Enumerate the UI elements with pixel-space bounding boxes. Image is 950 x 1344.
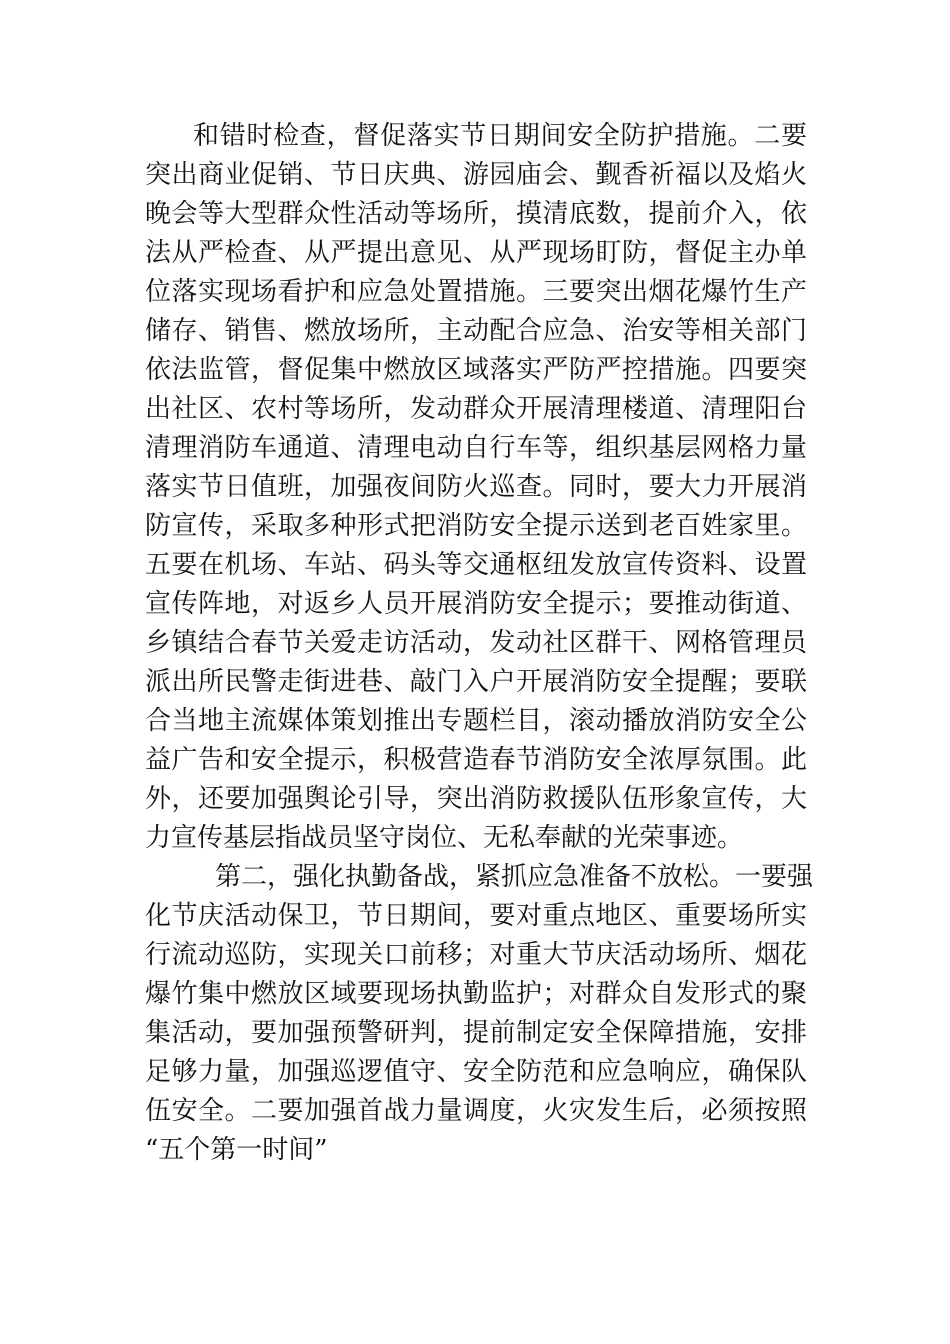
text-line: 乡镇结合春节关爱走访活动，发动社区群干、网格管理员 [145,628,807,658]
text-line: 清理消防车通道、清理电动自行车等，组织基层网格力量 [145,433,807,463]
text-line: 和错时检查，督促落实节日期间安全防护措施。二要 [193,121,807,151]
text-line: 化节庆活动保卫，节日期间，要对重点地区、重要场所实 [145,901,807,931]
text-line: 第二，强化执勤备战，紧抓应急准备不放松。一要强 [215,862,814,892]
text-line: 法从严检查、从严提出意见、从严现场盯防，督促主办单 [145,238,807,268]
text-line: 集活动，要加强预警研判，提前制定安全保障措施，安排 [145,1018,807,1048]
text-line: “五个第一时间” [145,1135,328,1165]
text-line: 外，还要加强舆论引导，突出消防救援队伍形象宣传，大 [145,784,807,814]
text-line: 行流动巡防，实现关口前移；对重大节庆活动场所、烟花 [145,940,807,970]
text-line: 落实节日值班，加强夜间防火巡查。同时，要大力开展消 [145,472,807,502]
body-text [145,117,814,1170]
text-line: 派出所民警走街进巷、敲门入户开展消防安全提醒；要联 [145,667,807,697]
text-line: 力宣传基层指战员坚守岗位、无私奉献的光荣事迹。 [145,823,744,853]
text-line: 五要在机场、车站、码头等交通枢纽发放宣传资料、设置 [145,550,807,580]
text-line: 爆竹集中燃放区域要现场执勤监护；对群众自发形式的聚 [145,979,807,1009]
text-line: 益广告和安全提示，积极营造春节消防安全浓厚氛围。此 [145,745,807,775]
text-line: 足够力量，加强巡逻值守、安全防范和应急响应，确保队 [145,1057,807,1087]
text-line: 合当地主流媒体策划推出专题栏目，滚动播放消防安全公 [145,706,807,736]
text-line: 位落实现场看护和应急处置措施。三要突出烟花爆竹生产 [145,277,807,307]
text-line: 突出商业促销、节日庆典、游园庙会、觐香祈福以及焰火 [145,160,807,190]
text-line: 出社区、农村等场所，发动群众开展清理楼道、清理阳台 [145,394,807,424]
text-line: 宣传阵地，对返乡人员开展消防安全提示；要推动街道、 [145,589,807,619]
text-line: 伍安全。二要加强首战力量调度，火灾发生后，必须按照 [145,1096,807,1126]
text-line: 依法监管，督促集中燃放区域落实严防严控措施。四要突 [145,355,807,385]
text-line: 防宣传，采取多种形式把消防安全提示送到老百姓家里。 [145,511,807,541]
text-line: 晚会等大型群众性活动等场所，摸清底数，提前介入，依 [145,199,807,229]
text-line: 储存、销售、燃放场所，主动配合应急、治安等相关部门 [145,316,807,346]
